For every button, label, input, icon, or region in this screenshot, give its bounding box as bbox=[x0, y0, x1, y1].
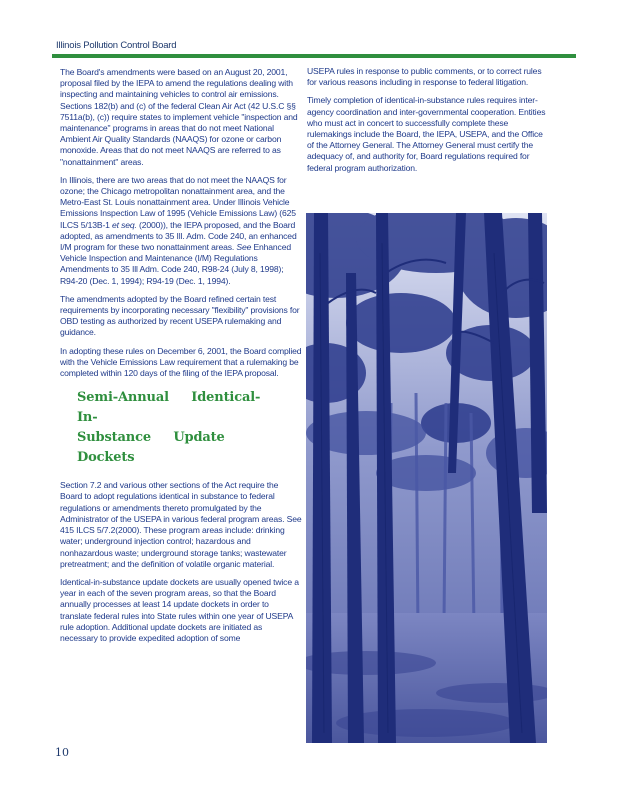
paragraph-text: In Illinois, there are two areas that do not meet the NAAQS for ozone; the Chicago metropolitan nonattainment area, and the Metro-East St. Louis nonattainment area. Under Illinois Vehicle Emissions Inspection Law of 1995 (Vehicle Emissions Law) (625 ILCS 5/13B-1 bbox=[60, 174, 296, 230]
forest-photo bbox=[306, 213, 547, 743]
italic-et-seq: et seq. bbox=[112, 219, 137, 230]
paragraph-adopting-rules: In adopting these rules on December 6, 2001, the Board complied with the Vehicle Emissions Law requirement that a rulemaking be completed within 120 days of the filing of the IEPA proposal. bbox=[60, 345, 302, 379]
right-column bbox=[307, 66, 547, 181]
paragraph-nonattainment-areas bbox=[60, 175, 302, 287]
paragraph-usepa-rules: USEPA rules in response to public comments, or to correct rules for various reasons including in response to federal litigation. bbox=[307, 66, 542, 88]
paragraph-flexibility: The amendments adopted by the Board refined certain test requirements by incorporating necessary "flexibility" provisions for OBD testing as authorized by recent USEPA rulemaking and guidance. bbox=[60, 293, 300, 338]
page-number: 10 bbox=[55, 746, 69, 759]
paragraph-update-dockets: Identical-in-substance update dockets are usually opened twice a year in each of the seven program areas, so that the Board annually processes at least 14 update dockets in order to translate federal rules into State rules within one year of USEPA rule adoption. Additional update dockets are initiated as necessary to provide expedited adoption of some bbox=[60, 576, 299, 643]
paragraph-timely-completion: Timely completion of identical-in-substance rules requires inter-agency coordination and inter-governmental cooperation. Entities who must act in concert to successfully complete these rulemakings include the Board, the IEPA, USEPA, and the Office of the Attorney General. The Attorney General must certify the adequacy of, and authority for, Board regulations required for federal program authorization. bbox=[307, 95, 546, 173]
section-heading-line2: Substance Update Dockets bbox=[77, 430, 225, 466]
section-heading-line1: Semi-Annual Identical-In- bbox=[77, 390, 261, 426]
paragraph-text: Enhanced Vehicle Inspection and Maintenance (I/M) Regulations Amendments to 35 Ill Adm. Code 240, R98-24 (July 8, 1998); R94-20 (Dec. 1, 1994); R94-19 (Dec. 1, 1994). bbox=[60, 242, 291, 286]
header-rule bbox=[52, 54, 576, 58]
italic-see: See bbox=[236, 242, 252, 253]
left-column bbox=[60, 67, 302, 651]
paragraph-text: (2000)), the IEPA proposed, and the Board adopted, as amendments to 35 Ill. Adm. Code 240, an enhanced I/M program for these two nonattainment areas. bbox=[60, 219, 297, 253]
paragraph-section-7-2: Section 7.2 and various other sections of the Act require the Board to adopt regulations identical in substance to federal regulations or amendments thereto promulgated by the Administrator of the USEPA in various federal program areas. See 415 ILCS 5/7.2(2000). These program areas include: drinking water; underground injection control; hazardous and nonhazardous waste; underground storage tanks; wastewater pretreatment; and the definition of volatile organic material. bbox=[60, 480, 302, 569]
paragraph-board-amendments: The Board's amendments were based on an August 20, 2001, proposal filed by the IEPA to amend the regulations dealing with inspecting and maintaining vehicles to control air emissions. Sections 182(b) and (c) of the federal Clean Air Act (42 U.S.C §§ 7511a(b), (c)) require states to implement vehicle "inspection and maintenance" programs in areas that do not meet National Ambient Air Quality Standards (NAAQS) for ozone or carbon monoxide. Areas that do not meet NAAQS are referred to as "nonattainment" areas. bbox=[60, 67, 298, 167]
publication-header: Illinois Pollution Control Board bbox=[56, 40, 177, 51]
section-heading bbox=[77, 388, 277, 468]
pine-forest-illustration bbox=[306, 213, 547, 743]
